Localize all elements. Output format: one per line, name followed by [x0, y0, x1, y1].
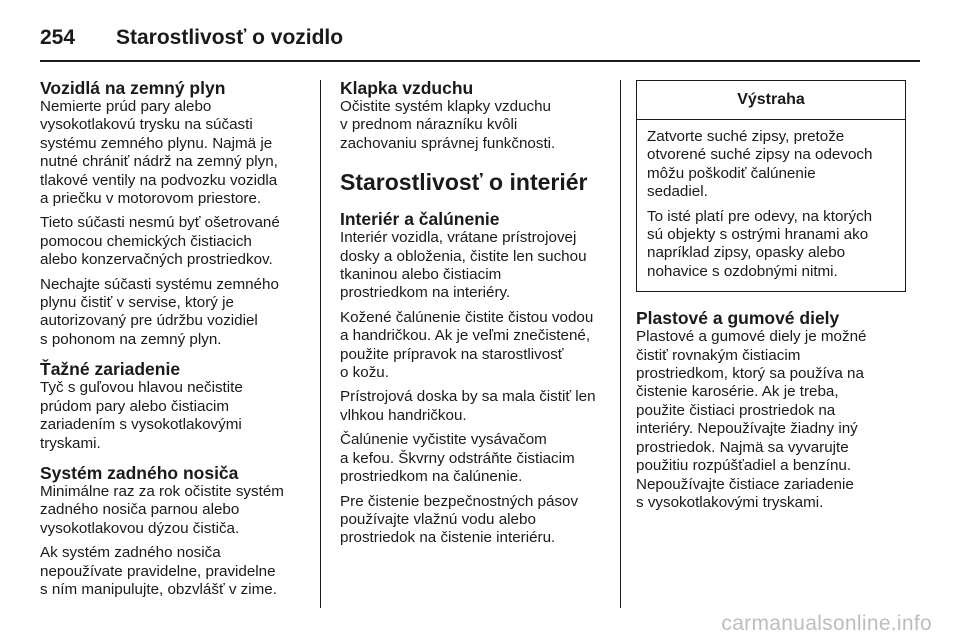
section-towing-device	[40, 359, 306, 453]
section-title: Plastové a gumové diely	[636, 308, 840, 329]
paragraph: Nemierte prúd pary alebo vysokotlakovú trysku na súčasti systému zemného plynu. Najmä je nutné chrániť nádrž na zemný plyn, tlakové ventily na podvozku vozidla a priečku v motorovom priestore.	[40, 98, 278, 208]
paragraph: Čalúnenie vyčistite vysávačom a kefou. Škvrny odstráňte čistiacim prostriedkom na čalúnenie.	[340, 431, 575, 486]
section-plastic-rubber-parts	[636, 308, 906, 512]
paragraph: Minimálne raz za rok očistite systém zadného nosiča parnou alebo vysokotlakovou dýzou čističa.	[40, 482, 284, 537]
section-title: Ťažné zariadenie	[40, 359, 181, 380]
section-air-flap	[340, 78, 606, 153]
paragraph: Nechajte súčasti systému zemného plynu čistiť v servise, ktorý je autorizovaný pre údržbu vozidiel s pohonom na zemný plyn.	[40, 275, 279, 348]
paragraph: Zatvorte suché zipsy, pretože otvorené suché zipsy na odevoch môžu poškodiť čalúnenie sedadiel.	[647, 128, 873, 201]
paragraph: Tyč s guľovou hlavou nečistite prúdom pary alebo čistiacim zariadením s vysokotlakovými tryskami.	[40, 379, 243, 452]
running-title: Starostlivosť o vozidlo	[116, 26, 344, 49]
column-divider-1	[320, 80, 321, 608]
section-title: Interiér a čalúnenie	[340, 209, 500, 230]
warning-title: Výstraha	[637, 81, 905, 120]
paragraph: Kožené čalúnenie čistite čistou vodou a handričkou. Ak je veľmi znečistené, použite prípravok na starostlivosť o kožu.	[340, 308, 594, 382]
paragraph: Tieto súčasti nesmú byť ošetrované pomocou chemických čistiacich alebo konzervačných prostriedkov.	[40, 214, 280, 269]
paragraph: Prístrojová doska by sa mala čistiť len vlhkou handričkou.	[340, 388, 596, 424]
paragraph: Plastové a gumové diely je možné čistiť rovnakým čistiacim prostriedkom, ktorý sa používa na čistenie karosérie. Ak je treba, použite čistiaci prostriedok na interiéry. Nepoužívajte žiadny iný prostriedok. Najmä sa vyvarujte použitiu rozpúšťadiel a benzínu. Nepoužívajte čistiace zariadenie s vysokotlakovými tryskami.	[636, 328, 867, 511]
column-2	[340, 78, 606, 558]
column-1	[40, 78, 306, 609]
page-header	[40, 18, 920, 58]
warning-body	[637, 120, 905, 291]
paragraph: Interiér vozidla, vrátane prístrojovej dosky a obloženia, čistite len suchou tkaninou alebo čistiacim prostriedkom na interiéry.	[340, 229, 587, 302]
section-title: Vozidlá na zemný plyn	[40, 78, 226, 98]
page-number: 254	[40, 26, 76, 49]
section-rear-carrier	[40, 463, 306, 599]
column-divider-2	[620, 80, 621, 608]
section-title: Klapka vzduchu	[340, 78, 474, 98]
section-title: Systém zadného nosiča	[40, 462, 239, 483]
header-rule	[40, 60, 920, 62]
section-interior-upholstery	[340, 209, 606, 548]
watermark: carmanualsonline.info	[721, 612, 932, 635]
column-3	[636, 80, 906, 522]
paragraph: To isté platí pre odevy, na ktorých sú objekty s ostrými hranami ako napríklad zipsy, opasky alebo nohavice s ozdobnými nitmi.	[647, 207, 873, 280]
paragraph: Pre čistenie bezpečnostných pásov používajte vlažnú vodu alebo prostriedok na čistenie interiéru.	[340, 492, 579, 547]
paragraph: Očistite systém klapky vzduchu v prednom nárazníku kvôli zachovaniu správnej funkčnosti.	[340, 98, 556, 152]
warning-box	[636, 80, 906, 292]
paragraph: Ak systém zadného nosiča nepoužívate pravidelne, pravidelne s ním manipulujte, obzvlášť v zime.	[40, 544, 277, 598]
section-natural-gas-vehicles	[40, 78, 306, 349]
chapter-title: Starostlivosť o interiér	[340, 169, 588, 196]
